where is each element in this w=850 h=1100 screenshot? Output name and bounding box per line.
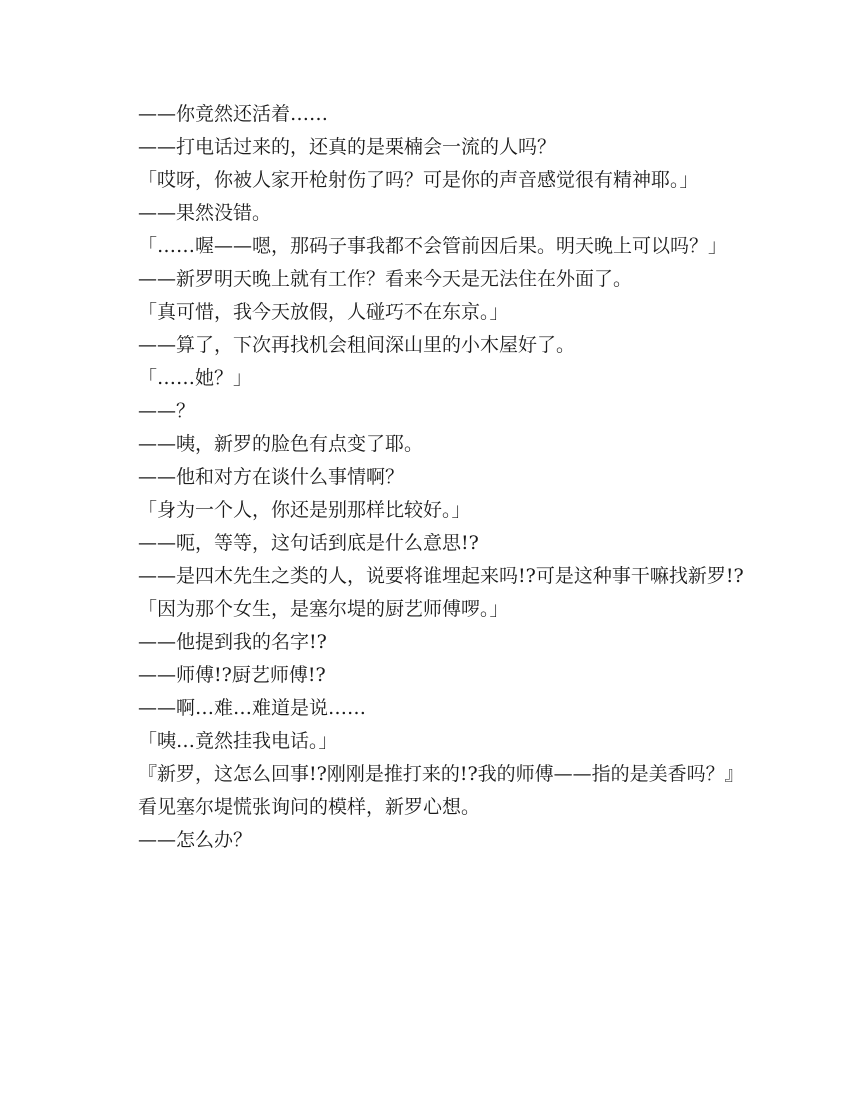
paragraph: 看见塞尔堤慌张询问的模样，新罗心想。: [138, 796, 481, 818]
paragraph: 「哎呀，你被人家开枪射伤了吗？可是你的声音感觉很有精神耶。」: [138, 169, 699, 191]
paragraph: 「身为一个人，你还是别那样比较好。」: [138, 499, 471, 521]
paragraph: ——是四木先生之类的人，说要将谁埋起来吗!?可是这种事干嘛找新罗!?: [138, 565, 744, 587]
paragraph: ——怎么办？: [138, 829, 253, 851]
paragraph: ——？: [138, 400, 196, 422]
paragraph: ——呃，等等，这句话到底是什么意思!?: [138, 532, 479, 554]
paragraph: 「因为那个女生，是塞尔堤的厨艺师傅啰。」: [138, 598, 509, 620]
paragraph: ——算了，下次再找机会租间深山里的小木屋好了。: [138, 334, 576, 356]
paragraph: ——师傅!?厨艺师傅!?: [138, 664, 326, 686]
paragraph: ——啊…难…难道是说……: [138, 697, 367, 719]
paragraph: ——你竟然还活着……: [138, 103, 329, 125]
paragraph: ——咦，新罗的脸色有点变了耶。: [138, 433, 424, 455]
paragraph: 『新罗，这怎么回事!?刚刚是推打来的!?我的师傅——指的是美香吗？』: [138, 763, 744, 785]
paragraph: 「……她？」: [138, 367, 253, 389]
paragraph: 「……喔——嗯，那码子事我都不会管前因后果。明天晚上可以吗？」: [138, 235, 728, 257]
paragraph: 「真可惜，我今天放假，人碰巧不在东京。」: [138, 301, 509, 323]
paragraph: 「咦…竟然挂我电话。」: [138, 730, 338, 752]
paragraph: ——打电话过来的，还真的是栗楠会一流的人吗？: [138, 136, 557, 158]
paragraph: ——他和对方在谈什么事情啊？: [138, 466, 405, 488]
paragraph: ——新罗明天晚上就有工作？看来今天是无法住在外面了。: [138, 268, 633, 290]
paragraph: ——他提到我的名字!?: [138, 631, 327, 653]
body-text: [100, 98, 745, 857]
paragraph: ——果然没错。: [138, 202, 272, 224]
